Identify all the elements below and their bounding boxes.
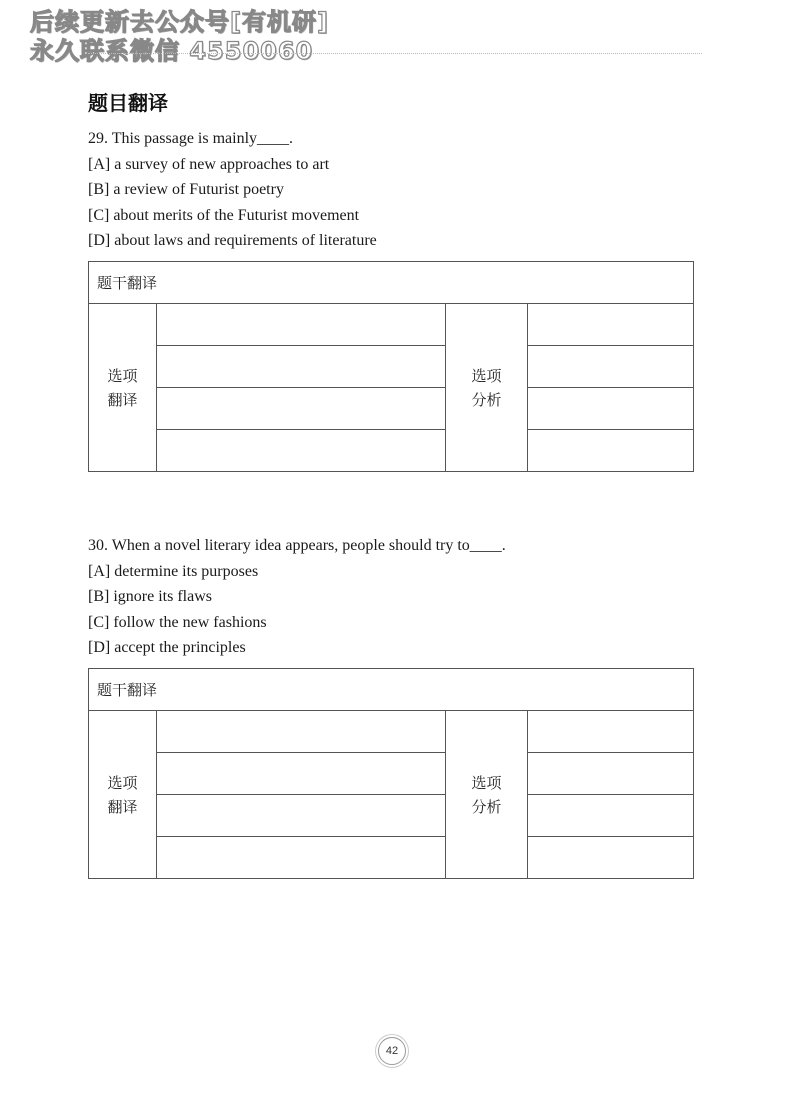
page-number: 42 xyxy=(378,1037,406,1065)
stem-translation-cell xyxy=(89,669,694,711)
analysis-cell[interactable] xyxy=(528,795,694,837)
option-d: [D] about laws and requirements of literature xyxy=(88,232,377,249)
option-b: [B] a review of Futurist poetry xyxy=(88,181,284,198)
option-b: [B] ignore its flaws xyxy=(88,588,212,605)
translation-cell[interactable] xyxy=(157,388,446,430)
option-a: [A] determine its purposes xyxy=(88,562,259,580)
analysis-cell[interactable] xyxy=(528,346,694,388)
stem-translation-label: 题干翻译 xyxy=(97,274,158,292)
option-analysis-label xyxy=(446,304,528,472)
analysis-cell[interactable] xyxy=(528,430,694,472)
option-c: [C] follow the new fashions xyxy=(88,613,267,631)
analysis-cell[interactable] xyxy=(528,304,694,346)
analysis-cell[interactable] xyxy=(528,837,694,879)
label-line-1: 选项 xyxy=(107,366,138,385)
label-line-2: 分析 xyxy=(471,390,502,409)
watermark-line-2: 永久联系微信 4550060 xyxy=(30,37,314,65)
question-stem: 30. When a novel literary idea appears, people should try to____. xyxy=(88,537,506,554)
label-line-1: 选项 xyxy=(471,366,502,385)
option-translation-label xyxy=(89,711,157,879)
option-d: [D] accept the principles xyxy=(88,639,246,656)
translation-cell[interactable] xyxy=(157,753,446,795)
translation-cell[interactable] xyxy=(157,304,446,346)
analysis-cell[interactable] xyxy=(528,711,694,753)
label-line-1: 选项 xyxy=(107,773,138,792)
option-c: [C] about merits of the Futurist movement xyxy=(88,206,360,224)
label-line-2: 翻译 xyxy=(107,390,138,409)
question-30 xyxy=(88,533,708,661)
translation-cell[interactable] xyxy=(157,346,446,388)
translation-cell[interactable] xyxy=(157,795,446,837)
watermark xyxy=(30,8,329,66)
stem-translation-cell xyxy=(89,262,694,304)
analysis-cell[interactable] xyxy=(528,388,694,430)
analysis-cell[interactable] xyxy=(528,753,694,795)
translation-cell[interactable] xyxy=(157,711,446,753)
answer-table-29 xyxy=(88,261,694,472)
translation-cell[interactable] xyxy=(157,430,446,472)
header-divider xyxy=(88,53,702,54)
section-title: 题目翻译 xyxy=(88,91,168,115)
question-stem: 29. This passage is mainly____. xyxy=(88,130,294,147)
stem-translation-label: 题干翻译 xyxy=(97,681,158,699)
option-translation-label xyxy=(89,304,157,472)
label-line-1: 选项 xyxy=(471,773,502,792)
watermark-line-1: 后续更新去公众号[有机研] xyxy=(30,8,329,36)
option-analysis-label xyxy=(446,711,528,879)
option-a: [A] a survey of new approaches to art xyxy=(88,155,330,173)
translation-cell[interactable] xyxy=(157,837,446,879)
question-29 xyxy=(88,126,708,254)
label-line-2: 分析 xyxy=(471,797,502,816)
answer-table-30 xyxy=(88,668,694,879)
label-line-2: 翻译 xyxy=(107,797,138,816)
